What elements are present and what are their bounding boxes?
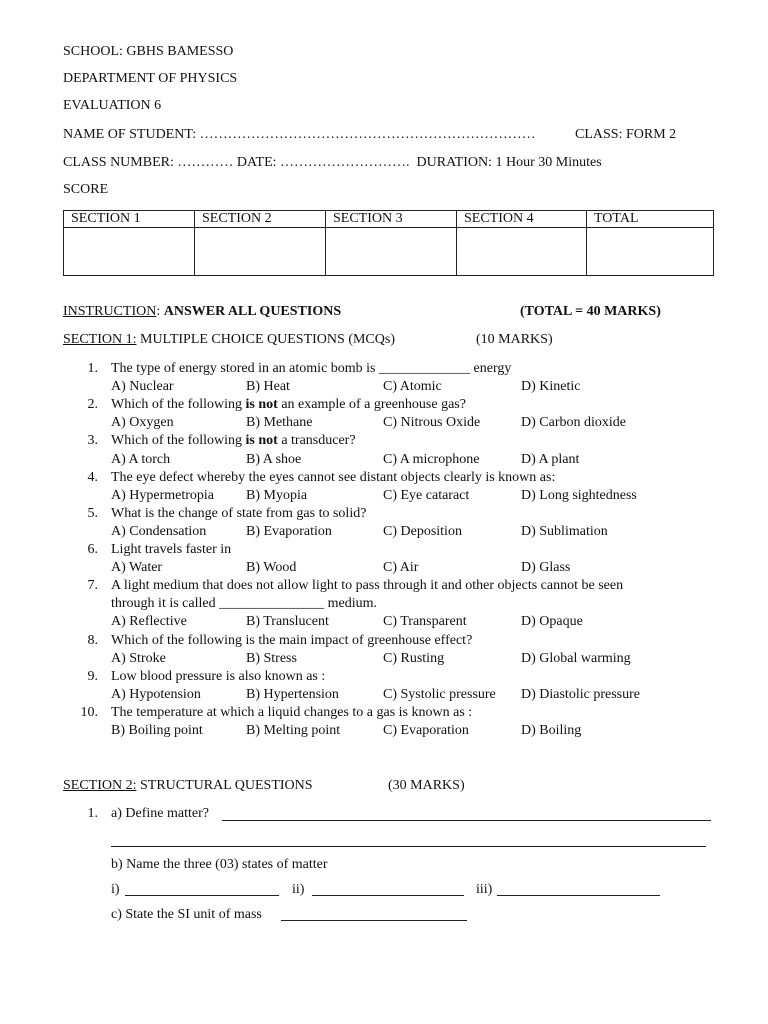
answer-option[interactable]: D) Kinetic	[521, 379, 581, 395]
answer-option[interactable]: A) Reflective	[111, 614, 187, 630]
question-text-part: Which of the following	[111, 433, 246, 449]
answer-option[interactable]: D) Boiling	[521, 723, 582, 738]
answer-line[interactable]	[125, 895, 279, 896]
answer-option[interactable]: B) Heat	[246, 379, 290, 395]
question-number: 9.	[87, 668, 98, 684]
section-1-title: MULTIPLE CHOICE QUESTIONS (MCQs)	[140, 332, 395, 347]
question-number: 5.	[87, 505, 98, 521]
answer-option[interactable]: A) Hypotension	[111, 686, 201, 702]
answer-option[interactable]: B) Stress	[246, 650, 297, 666]
score-header-cell: SECTION 4	[457, 211, 587, 228]
question-text-part: The type of energy stored in an atomic bomb is _____________ energy	[111, 361, 512, 376]
answer-option[interactable]: C) Deposition	[383, 523, 462, 539]
answer-option[interactable]: D) Sublimation	[521, 523, 608, 539]
score-table-entry-row	[64, 228, 714, 276]
answer-option[interactable]: C) Systolic pressure	[383, 686, 496, 702]
question-text-part: Which of the following is the main impact of greenhouse effect?	[111, 632, 473, 648]
date-label: DATE:	[236, 155, 277, 170]
answer-option[interactable]: D) Long sightedness	[521, 487, 637, 503]
question-text	[111, 361, 511, 377]
answer-line[interactable]	[111, 846, 706, 847]
state-ii-label: ii)	[292, 882, 305, 897]
question-text-part: an example of a greenhouse gas?	[277, 397, 466, 413]
answer-option[interactable]: C) Atomic	[383, 379, 442, 395]
student-name-blank[interactable]: ………………………………………………………………	[199, 127, 536, 142]
score-cell-section-3[interactable]	[326, 228, 457, 276]
question-text-part: The eye defect whereby the eyes cannot see distant objects clearly is known as:	[111, 469, 556, 485]
score-cell-section-1[interactable]	[64, 228, 195, 276]
question-text-part: Light travels faster in	[111, 542, 232, 557]
section-1-label: SECTION 1:	[63, 332, 137, 347]
answer-option[interactable]: C) Air	[383, 560, 419, 576]
evaluation-title: EVALUATION 6	[63, 98, 162, 113]
score-label: SCORE	[63, 182, 109, 197]
answer-option[interactable]: D) Opaque	[521, 614, 583, 630]
answer-option[interactable]: C) Evaporation	[383, 723, 469, 738]
answer-option[interactable]: C) Eye cataract	[383, 487, 470, 503]
question-number: 8.	[87, 632, 98, 648]
question-number: 1.	[87, 361, 98, 376]
score-table-header	[64, 211, 714, 228]
question-1a-text: a) Define matter?	[111, 806, 209, 821]
answer-option[interactable]: A) Condensation	[111, 523, 207, 539]
question-text-part: A light medium that does not allow light to pass through it and other objects cannot be seen	[111, 578, 624, 594]
question-text-part: Which of the following	[111, 397, 246, 413]
question-number: 6.	[87, 542, 98, 557]
answer-option[interactable]: B) Methane	[246, 415, 313, 431]
answer-option[interactable]: A) Oxygen	[111, 415, 174, 431]
score-header-cell: TOTAL	[587, 211, 714, 228]
duration-value: 1 Hour 30 Minutes	[495, 155, 602, 170]
question-number: 3.	[87, 433, 98, 449]
class-number-blank[interactable]: …………	[177, 155, 234, 170]
section-2-heading	[63, 778, 313, 794]
date-blank[interactable]: ……………………….	[280, 155, 410, 170]
student-name-label: NAME OF STUDENT:	[63, 127, 197, 142]
score-cell-section-2[interactable]	[195, 228, 326, 276]
answer-line[interactable]	[281, 920, 467, 921]
question-text	[111, 433, 356, 449]
answer-option[interactable]: B) Boiling point	[111, 723, 203, 738]
answer-option[interactable]: B) A shoe	[246, 451, 302, 467]
instruction-label: INSTRUCTION	[63, 304, 157, 319]
class-label: CLASS: FORM 2	[575, 127, 677, 142]
question-text	[111, 633, 472, 649]
question-text-continued: through it is called _______________ medium.	[111, 596, 377, 612]
score-header-cell: SECTION 3	[326, 211, 457, 228]
question-text	[111, 506, 366, 522]
class-number-label: CLASS NUMBER:	[63, 155, 174, 170]
question-text-part: What is the change of state from gas to solid?	[111, 505, 367, 521]
answer-option[interactable]: D) Carbon dioxide	[521, 415, 626, 431]
section-2-title: STRUCTURAL QUESTIONS	[140, 778, 313, 793]
section-1-marks: (10 MARKS)	[476, 332, 553, 347]
student-name-row	[63, 127, 536, 143]
instruction-text: ANSWER ALL QUESTIONS	[163, 304, 342, 319]
class-details-row	[63, 155, 602, 171]
question-text	[111, 397, 466, 413]
answer-option[interactable]: B) Hypertension	[246, 686, 339, 702]
answer-option[interactable]: A) Stroke	[111, 650, 166, 666]
section-2-marks: (30 MARKS)	[388, 778, 465, 793]
answer-option[interactable]: C) Transparent	[383, 614, 467, 630]
question-number: 2.	[87, 397, 98, 413]
answer-option[interactable]: C) Nitrous Oxide	[383, 415, 481, 431]
score-cell-total[interactable]	[587, 228, 714, 276]
answer-option[interactable]: D) A plant	[521, 451, 580, 467]
answer-option[interactable]: C) A microphone	[383, 451, 480, 467]
answer-line[interactable]	[312, 895, 464, 896]
answer-option[interactable]: A) Water	[111, 560, 163, 576]
question-text	[111, 542, 231, 558]
answer-option[interactable]: B) Translucent	[246, 614, 329, 630]
question-number: 10.	[80, 704, 98, 720]
question-text-emphasis: is not	[245, 397, 278, 413]
department: DEPARTMENT OF PHYSICS	[63, 71, 238, 86]
answer-option[interactable]: D) Glass	[521, 560, 571, 576]
section-2-label: SECTION 2:	[63, 778, 137, 793]
question-text-part: The temperature at which a liquid changes to a gas is known as :	[111, 704, 473, 720]
state-i-label: i)	[111, 882, 120, 897]
instruction	[63, 304, 341, 320]
score-header-cell: SECTION 1	[64, 211, 195, 228]
answer-option[interactable]: D) Global warming	[521, 650, 631, 666]
answer-option[interactable]: B) Evaporation	[246, 523, 332, 539]
question-number: 4.	[87, 469, 98, 485]
instruction-colon: :	[156, 304, 161, 319]
state-iii-label: iii)	[476, 882, 493, 897]
question-text	[111, 578, 623, 594]
question-number: 1.	[87, 806, 98, 821]
answer-line[interactable]	[222, 820, 711, 821]
question-1c-text: c) State the SI unit of mass	[111, 907, 262, 922]
answer-line[interactable]	[497, 895, 660, 896]
question-text	[111, 669, 325, 685]
score-cell-section-4[interactable]	[457, 228, 587, 276]
question-text	[111, 470, 555, 486]
answer-option[interactable]: A) Hypermetropia	[111, 487, 215, 503]
total-marks: (TOTAL = 40 MARKS)	[520, 304, 661, 319]
duration-label: DURATION:	[416, 155, 492, 170]
question-text-part: a transducer?	[277, 433, 356, 449]
question-1b-text: b) Name the three (03) states of matter	[111, 857, 328, 872]
answer-option[interactable]: A) A torch	[111, 451, 171, 467]
question-text-emphasis: is not	[245, 433, 278, 449]
answer-option[interactable]: D) Diastolic pressure	[521, 686, 640, 702]
question-number: 7.	[87, 578, 98, 594]
answer-option[interactable]: A) Nuclear	[111, 379, 174, 395]
question-text-part: Low blood pressure is also known as :	[111, 668, 326, 684]
question-text	[111, 705, 472, 721]
score-table	[63, 210, 714, 276]
section-1-heading	[63, 332, 395, 348]
answer-option[interactable]: C) Rusting	[383, 650, 445, 666]
answer-option[interactable]: B) Melting point	[246, 723, 341, 738]
answer-option[interactable]: B) Wood	[246, 560, 297, 576]
school-name: SCHOOL: GBHS BAMESSO	[63, 44, 234, 59]
score-header-cell: SECTION 2	[195, 211, 326, 228]
answer-option[interactable]: B) Myopia	[246, 487, 308, 503]
